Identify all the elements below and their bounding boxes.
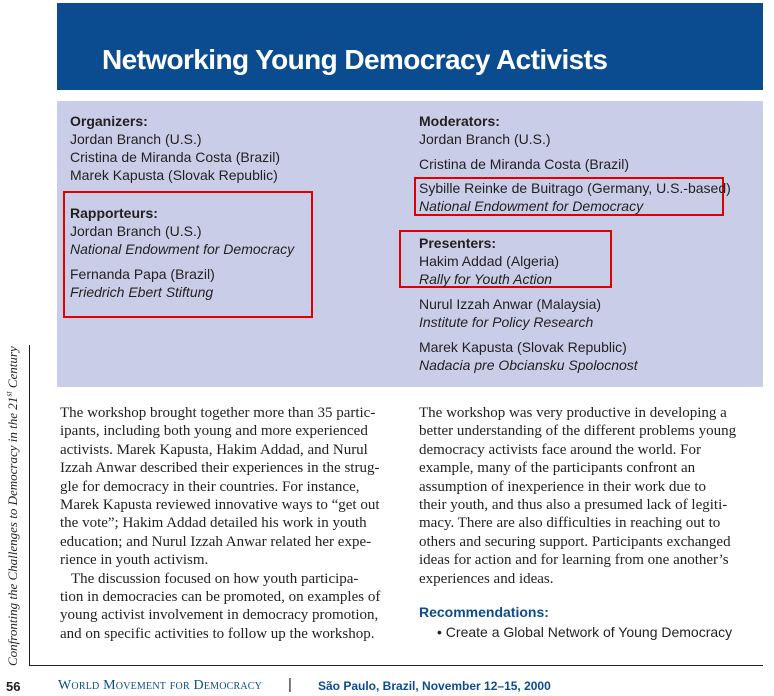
presenter-org: Institute for Policy Research — [419, 314, 594, 330]
rapporteur-name: Jordan Branch (U.S.) — [70, 223, 202, 239]
body-line: example, many of the participants confront an — [419, 460, 696, 477]
footer-separator: | — [288, 676, 292, 693]
body-line: the vote”; Hakim Addad detailed his work in youth — [60, 515, 367, 532]
body-line: gle for democracy in their countries. For instance, — [60, 478, 360, 495]
presenter-name: Marek Kapusta (Slovak Republic) — [419, 339, 627, 355]
publication-name — [58, 677, 262, 694]
publication-text: World Movement for Democracy — [58, 678, 263, 693]
presenter-org: Rally for Youth Action — [419, 271, 553, 287]
organizer-name: Cristina de Miranda Costa (Brazil) — [70, 149, 281, 165]
body-line: ipants, including both young and more experienced — [60, 423, 368, 440]
rapporteur-org: National Endowment for Democracy — [70, 241, 295, 257]
body-line: tion in democracies can be promoted, on examples of — [60, 588, 381, 605]
organizer-name: Jordan Branch (U.S.) — [70, 131, 202, 147]
presenters-heading: Presenters: — [419, 235, 497, 251]
body-line: The workshop brought together more than 35 partic- — [60, 405, 376, 421]
moderator-name: Cristina de Miranda Costa (Brazil) — [419, 156, 630, 172]
body-line: and on specific activities to follow up the workshop. — [60, 625, 375, 642]
body-line: experiences and ideas. — [419, 570, 554, 587]
body-line: young activist involvement in democracy promotion, — [60, 607, 379, 624]
body-line: assumption of inexperience in their work due to — [419, 478, 707, 495]
event-location-date: São Paulo, Brazil, November 12–15, 2000 — [318, 679, 551, 693]
page-title: Networking Young Democracy Activists — [102, 44, 608, 75]
body-column-left — [60, 404, 380, 643]
presenter-org: Nadacia pre Obciansku Spolocnost — [419, 357, 638, 373]
rapporteurs-heading: Rapporteurs: — [70, 205, 158, 221]
body-line: macy. There are also difficulties in reaching out to — [419, 515, 721, 532]
body-line: ideas for action and for learning from one another’s — [419, 552, 729, 569]
rapporteur-org: Friedrich Ebert Stiftung — [70, 284, 214, 300]
moderator-name: Jordan Branch (U.S.) — [419, 131, 551, 147]
presenter-name: Nurul Izzah Anwar (Malaysia) — [419, 296, 602, 312]
body-line: others and securing support. Participants exchanged — [419, 533, 731, 550]
body-line: The workshop was very productive in developing a — [419, 405, 727, 421]
rapporteur-name: Fernanda Papa (Brazil) — [70, 266, 215, 282]
body-line: Izzah Anwar described their experiences in the strug- — [60, 460, 380, 477]
footer-rule — [29, 665, 763, 666]
body-line: education; and Nurul Izzah Anwar related her expe- — [60, 533, 372, 550]
body-column-right — [419, 404, 736, 588]
body-line: Marek Kapusta reviewed innovative ways to “get out — [60, 496, 380, 513]
recommendations-heading: Recommendations: — [419, 604, 549, 620]
sidebar-running-title — [0, 336, 20, 666]
body-line: their youth, and thus also a presumed lack of legiti- — [419, 496, 728, 513]
body-line: democracy activists face around the world. For — [419, 441, 701, 458]
moderator-name: Sybille Reinke de Buitrago (Germany, U.S.-based) — [419, 180, 731, 196]
presenter-name: Hakim Addad (Algeria) — [419, 253, 560, 269]
sidebar-rule — [29, 345, 30, 665]
body-line: The discussion focused on how youth participa- — [60, 570, 359, 587]
moderators-heading: Moderators: — [419, 113, 500, 129]
organizer-name: Marek Kapusta (Slovak Republic) — [70, 167, 278, 183]
page-number: 56 — [6, 679, 21, 694]
body-line: activists. Marek Kapusta, Hakim Addad, and Nurul — [60, 441, 368, 458]
moderator-org: National Endowment for Democracy — [419, 198, 644, 214]
body-line: rience in youth activism. — [60, 552, 209, 569]
body-line: better understanding of the different problems young — [419, 423, 737, 440]
sidebar-text: Confronting the Challenges to Democracy in the 21st Century — [5, 346, 21, 666]
recommendation-item: • Create a Global Network of Young Democracy — [437, 624, 733, 640]
organizers-heading: Organizers: — [70, 113, 148, 129]
